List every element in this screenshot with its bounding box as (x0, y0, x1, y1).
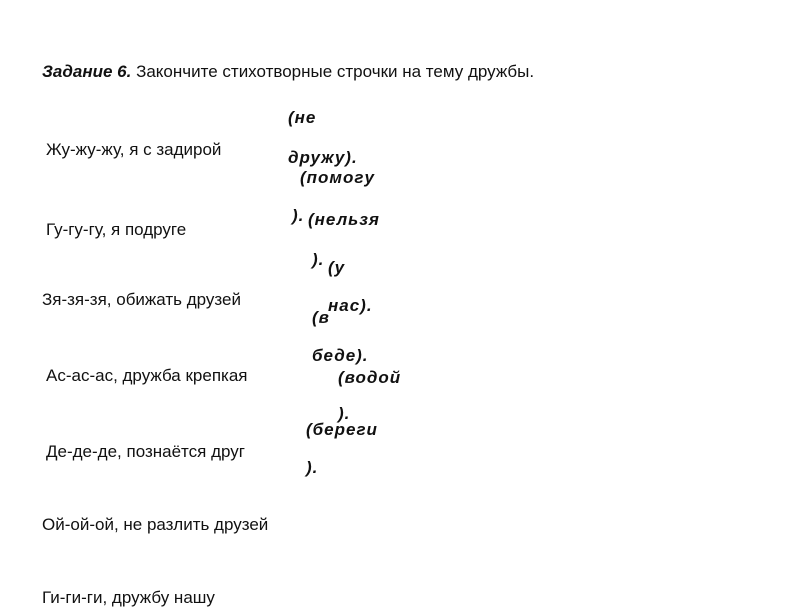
poem-line-7: Ги-ги-ги, дружбу нашу (42, 588, 215, 607)
answer-fragment: беде). (312, 346, 369, 365)
poem-line-1: Жу-жу-жу, я с задирой (46, 140, 222, 159)
answer-fragment: ). (292, 206, 305, 225)
answer-fragment: (помогу (300, 168, 375, 187)
answer-fragment: (нельзя (308, 210, 380, 229)
answer-fragment: (береги (306, 420, 378, 439)
answer-fragment: (водой (338, 368, 402, 387)
answer-fragment: (у (328, 258, 346, 277)
task-instruction: Закончите стихотворные строчки на тему дружбы. (131, 62, 535, 81)
answer-fragment: ). (306, 458, 319, 477)
task-label: Задание 6. (42, 62, 132, 81)
poem-line-2: Гу-гу-гу, я подруге (46, 220, 187, 239)
poem-line-6: Ой-ой-ой, не разлить друзей (42, 515, 269, 534)
answer-fragment: ). (312, 250, 325, 269)
answer-fragment: нас). (328, 296, 373, 315)
poem-line-4: Ас-ас-ас, дружба крепкая (46, 366, 248, 385)
answer-fragment: (в (312, 308, 330, 327)
poem-line-3: Зя-зя-зя, обижать друзей (42, 290, 241, 309)
answer-fragment: дружу). (288, 148, 358, 167)
answer-fragment: ). (338, 404, 351, 423)
answer-fragment: (не (288, 108, 317, 127)
task-heading (42, 62, 534, 82)
poem-line-5: Де-де-де, познаётся друг (46, 442, 245, 461)
